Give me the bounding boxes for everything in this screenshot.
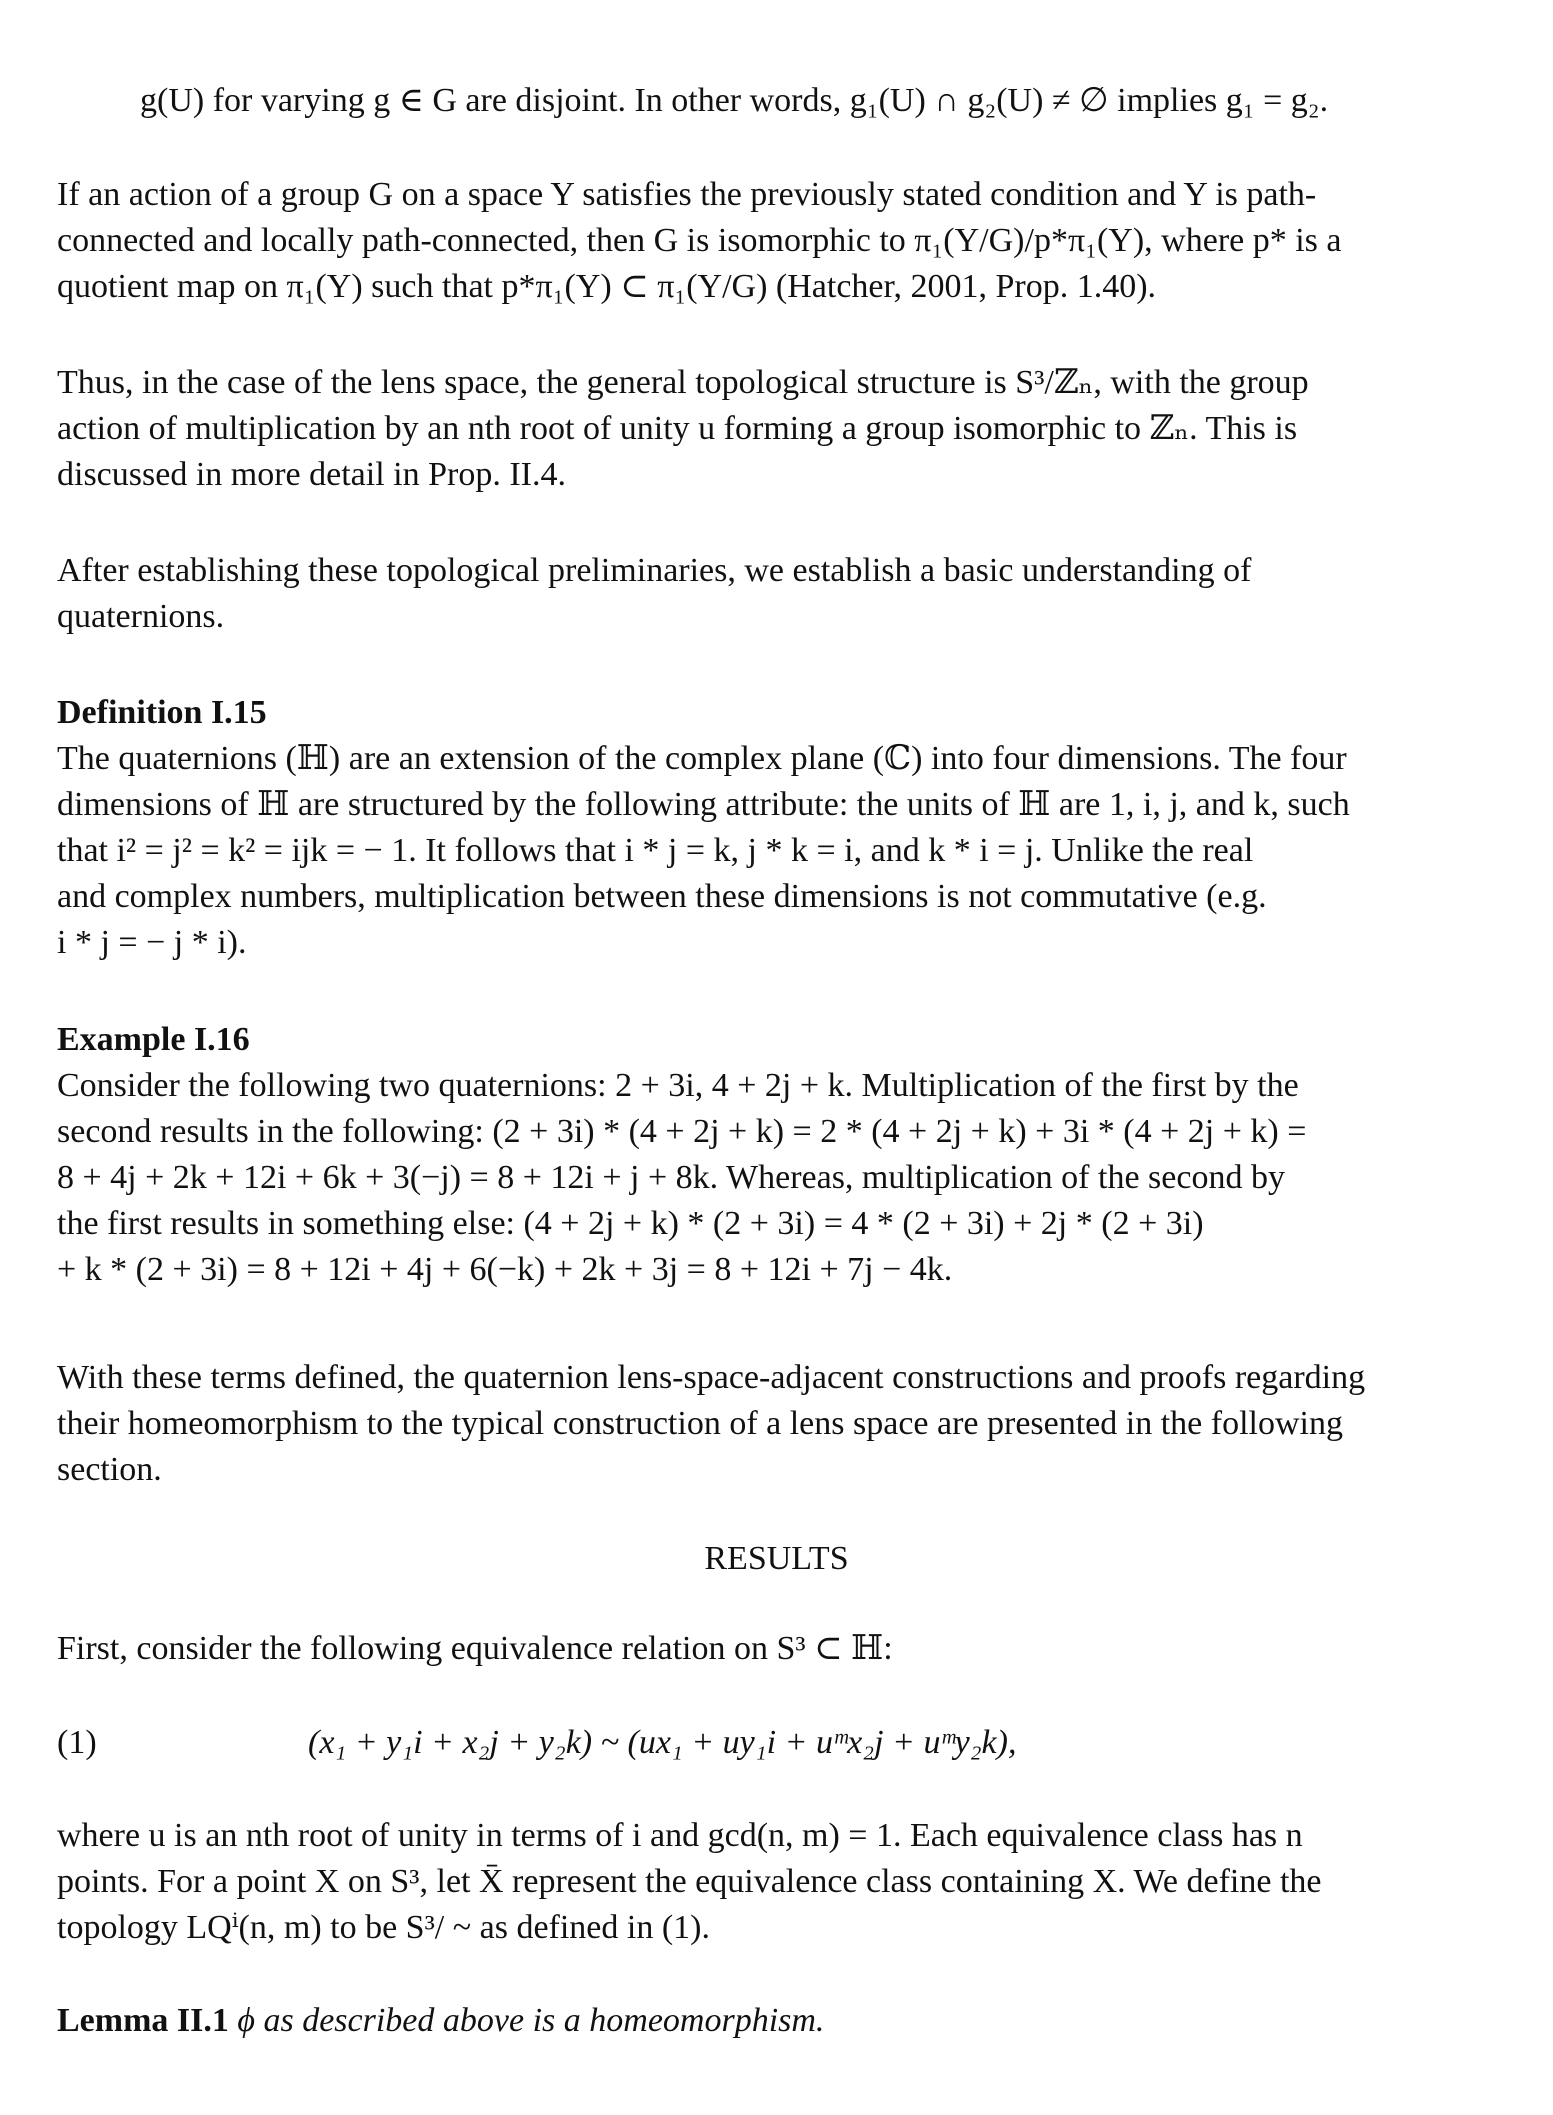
definition-heading: Definition I.15 <box>57 694 267 731</box>
text-line: connected and locally path-connected, then G is isomorphic to π₁(Y/G)/p*π₁(Y), where p* is a <box>57 222 1342 259</box>
text-line: dimensions of ℍ are structured by the following attribute: the units of ℍ are 1, i, j, and k, such <box>57 786 1350 823</box>
paragraph-lens-space <box>57 360 1487 498</box>
equation: (x₁ + y₁i + x₂j + y₂k) ~ (ux₁ + uy₁i + uᵐx₂j + uᵐy₂k), <box>308 1724 1017 1761</box>
text-line: that i² = j² = k² = ijk = − 1. It follows that i * j = k, j * k = i, and k * i = j. Unlike the real <box>57 832 1254 869</box>
text-line: i * j = − j * i). <box>57 924 247 961</box>
paragraph-preliminaries <box>57 548 1487 640</box>
text-line: the first results in something else: (4 + 2j + k) * (2 + 3i) = 4 * (2 + 3i) + 2j * (2 + 3i) <box>57 1205 1204 1242</box>
text-line: The quaternions (ℍ) are an extension of the complex plane (ℂ) into four dimensions. The four <box>57 740 1347 777</box>
text-line: action of multiplication by an nth root of unity u forming a group isomorphic to ℤₙ. This is <box>57 410 1298 447</box>
text-line: + k * (2 + 3i) = 8 + 12i + 4j + 6(−k) + 2k + 3j = 8 + 12i + 7j − 4k. <box>57 1251 953 1288</box>
text-line: second results in the following: (2 + 3i) * (4 + 2j + k) = 2 * (4 + 2j + k) + 3i * (4 + 2j + k) = <box>57 1113 1307 1150</box>
definition-block <box>57 690 1487 966</box>
results-heading: RESULTS <box>704 1540 849 1577</box>
example-heading: Example I.16 <box>57 1021 250 1058</box>
text-line: and complex numbers, multiplication between these dimensions is not commutative (e.g. <box>57 878 1267 915</box>
equation-label: (1) <box>57 1724 97 1761</box>
paragraph-where <box>57 1813 1487 1951</box>
text-line: quaternions. <box>57 598 225 635</box>
results-intro: First, consider the following equivalence relation on S³ ⊂ ℍ: <box>57 1630 893 1667</box>
top-line: g(U) for varying g ∈ G are disjoint. In other words, g₁(U) ∩ g₂(U) ≠ ∅ implies g₁ = g₂. <box>140 82 1329 119</box>
text-line: points. For a point X on S³, let X̄ represent the equivalence class containing X. We define the <box>57 1863 1322 1900</box>
text-line: After establishing these topological preliminaries, we establish a basic understanding of <box>57 552 1252 589</box>
lemma-heading: Lemma II.1 <box>57 2002 229 2039</box>
lemma-block <box>57 1998 1487 2044</box>
example-block <box>57 1017 1487 1293</box>
text-line: Consider the following two quaternions: 2 + 3i, 4 + 2j + k. Multiplication of the first by the <box>57 1067 1299 1104</box>
text-line: section. <box>57 1451 162 1488</box>
lemma-text: ϕ as described above is a homeomorphism. <box>237 2002 825 2039</box>
paragraph-terms <box>57 1355 1487 1493</box>
text-line: topology LQⁱ(n, m) to be S³/ ~ as defined in (1). <box>57 1909 710 1946</box>
text-line: With these terms defined, the quaternion lens-space-adjacent constructions and proofs regarding <box>57 1359 1366 1396</box>
text-line: If an action of a group G on a space Y satisfies the previously stated condition and Y is path- <box>57 176 1317 213</box>
text-line: discussed in more detail in Prop. II.4. <box>57 456 566 493</box>
text-line: their homeomorphism to the typical construction of a lens space are presented in the following <box>57 1405 1343 1442</box>
text-line: quotient map on π₁(Y) such that p*π₁(Y) ⊂ π₁(Y/G) (Hatcher, 2001, Prop. 1.40). <box>57 268 1157 305</box>
paragraph-covering <box>57 172 1487 310</box>
text-line: 8 + 4j + 2k + 12i + 6k + 3(−j) = 8 + 12i + j + 8k. Whereas, multiplication of the second by <box>57 1159 1285 1196</box>
text-line: where u is an nth root of unity in terms of i and gcd(n, m) = 1. Each equivalence class has n <box>57 1817 1303 1854</box>
text-line: Thus, in the case of the lens space, the general topological structure is S³/ℤₙ, with the group <box>57 364 1309 401</box>
